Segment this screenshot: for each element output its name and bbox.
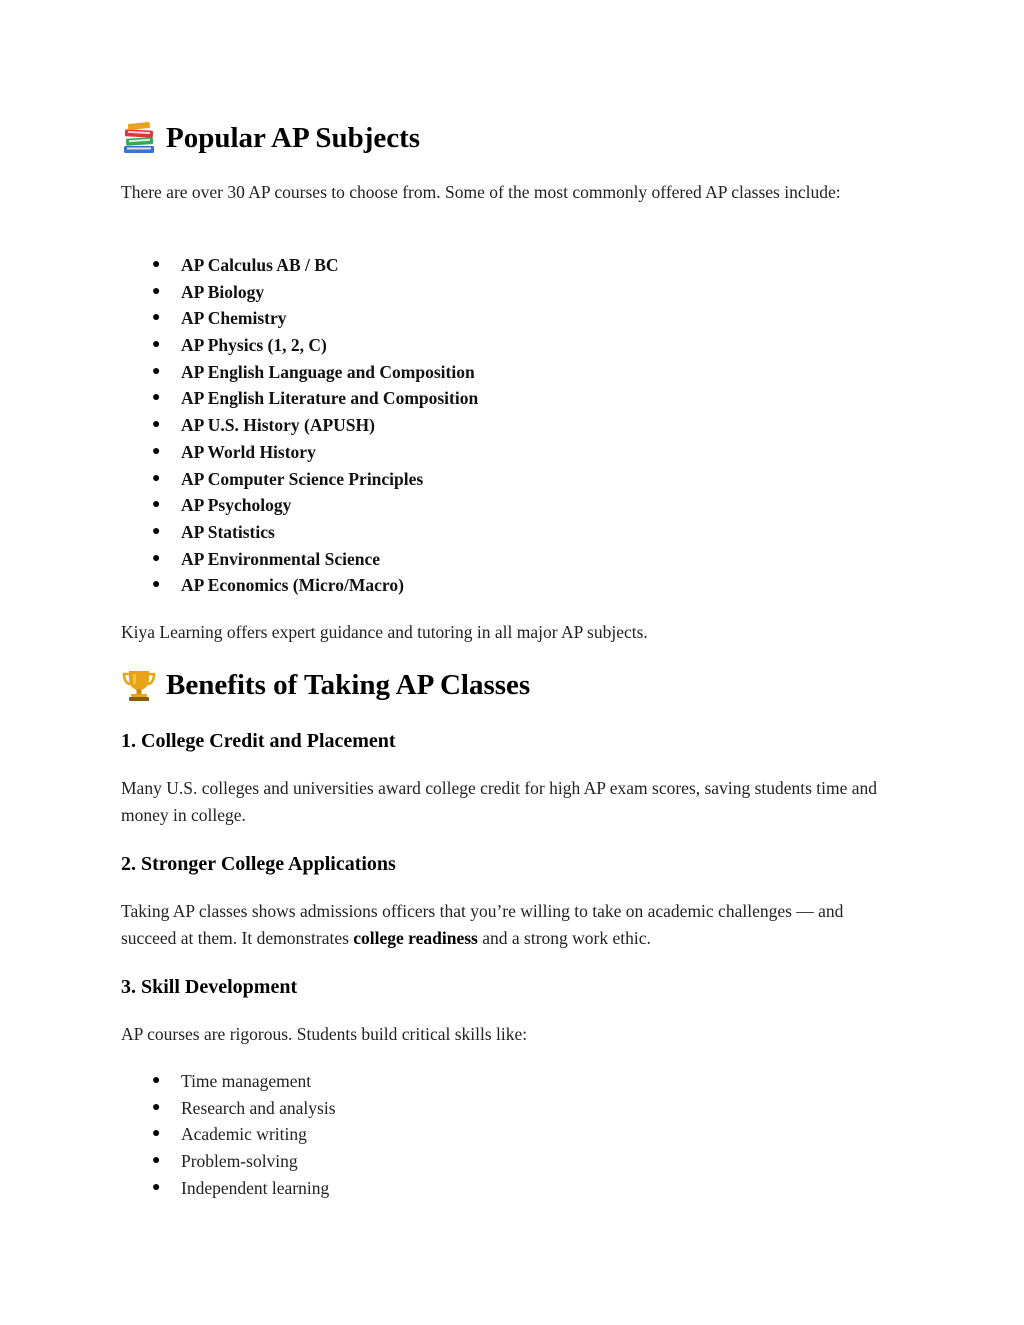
trophy-icon (121, 667, 157, 703)
bullet-icon: ● (152, 1073, 161, 1088)
benefit-1-heading: 1. College Credit and Placement (121, 730, 396, 752)
list-item: ● AP English Literature and Composition (121, 385, 478, 412)
bullet-icon: ● (152, 1153, 161, 1169)
bullet-icon: ● (152, 283, 161, 299)
list-item: ● AP Environmental Science (121, 546, 478, 573)
bold-phrase: college readiness (353, 927, 478, 948)
list-item: ● AP Calculus AB / BC (121, 252, 478, 279)
list-item: ● AP World History (121, 439, 478, 466)
bullet-icon: ● (152, 1179, 161, 1195)
benefit-3-text: AP courses are rigorous. Students build critical skills like: (121, 1024, 528, 1044)
list-item: ● AP English Language and Composition (121, 359, 478, 386)
bullet-icon: ● (152, 390, 161, 406)
skills-list (121, 1068, 336, 1201)
bullet-icon: ● (152, 1099, 161, 1115)
list-item: ● AP Biology (121, 279, 478, 306)
list-item: ● AP Computer Science Principles (121, 466, 478, 493)
benefit-2-text: Taking AP classes shows admissions officers that you’re willing to take on academic challenges — and succeed at them. It demonstrates college readiness and a strong work ethic. (121, 901, 844, 948)
heading-benefits (121, 667, 530, 703)
bullet-icon: ● (152, 443, 161, 459)
list-item: ● Research and analysis (121, 1095, 336, 1122)
list-item: ● Problem-solving (121, 1148, 336, 1175)
benefit-2-heading: 2. Stronger College Applications (121, 853, 396, 875)
list-item: ● Independent learning (121, 1175, 336, 1202)
bullet-icon: ● (152, 310, 161, 326)
ap-subjects-list (121, 252, 478, 599)
bullet-icon: ● (152, 523, 161, 539)
list-item: ● AP Chemistry (121, 305, 478, 332)
bullet-icon: ● (152, 1126, 161, 1142)
list-item: ● Time management (121, 1068, 336, 1095)
bullet-icon: ● (152, 363, 161, 379)
list-item: ● AP Physics (1, 2, C) (121, 332, 478, 359)
list-item: ● AP Statistics (121, 519, 478, 546)
list-item: ● Academic writing (121, 1121, 336, 1148)
benefit-3-heading: 3. Skill Development (121, 976, 298, 998)
bullet-icon: ● (152, 497, 161, 513)
list-item: ● AP U.S. History (APUSH) (121, 412, 478, 439)
bullet-icon: ● (152, 337, 161, 353)
benefit-1-text: Many U.S. colleges and universities award college credit for high AP exam scores, saving students time and money in college. (121, 778, 878, 825)
bullet-icon: ● (152, 257, 161, 272)
bullet-icon: ● (152, 550, 161, 566)
outro-paragraph: Kiya Learning offers expert guidance and tutoring in all major AP subjects. (121, 622, 648, 642)
books-icon (121, 120, 157, 156)
intro-paragraph: There are over 30 AP courses to choose from. Some of the most commonly offered AP classes include: (121, 182, 841, 202)
heading-text: Benefits of Taking AP Classes (166, 669, 531, 701)
bullet-icon: ● (152, 470, 161, 486)
bullet-icon: ● (152, 417, 161, 433)
list-item: ● AP Psychology (121, 492, 478, 519)
bullet-icon: ● (152, 577, 161, 593)
heading-popular-ap-subjects (121, 120, 420, 156)
heading-text: Popular AP Subjects (166, 122, 421, 154)
list-item: ● AP Economics (Micro/Macro) (121, 572, 478, 599)
